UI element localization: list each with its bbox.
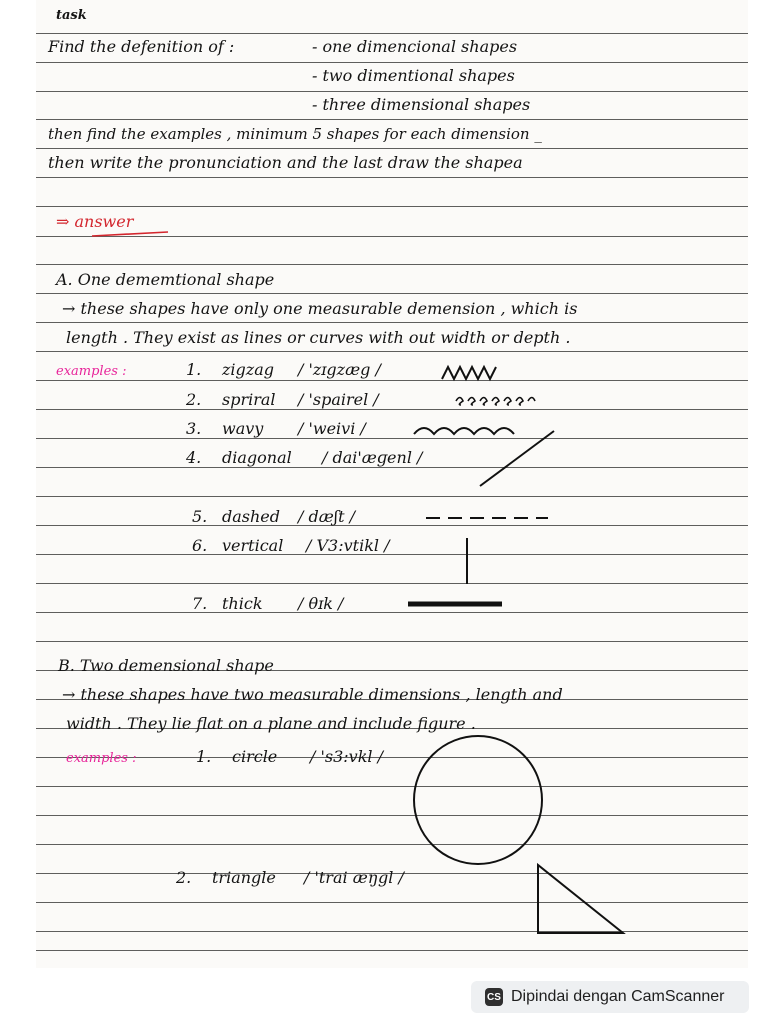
circle-drawing xyxy=(414,736,542,864)
example-a-num: 6. xyxy=(192,536,208,555)
example-a-pron: / dæʃt / xyxy=(298,507,356,526)
example-a-word: thick xyxy=(222,594,263,613)
example-a-pron: / 'weivi / xyxy=(298,419,366,438)
section-b-title: B. Two demensional shape xyxy=(58,656,274,675)
answer-label: ⇒ answer xyxy=(56,212,134,231)
section-a-desc-2: length . They exist as lines or curves with out width or depth . xyxy=(66,328,571,347)
task-line-1: Find the defenition of : xyxy=(48,37,235,56)
diagonal-drawing xyxy=(480,431,554,486)
example-a-num: 4. xyxy=(186,448,202,467)
example-a-word: spriral xyxy=(222,390,276,409)
example-b-pron: / 'trai æŋgl / xyxy=(304,868,404,887)
red-answer-underline xyxy=(92,232,168,236)
example-a-pron: / θɪk / xyxy=(298,594,344,613)
example-a-word: vertical xyxy=(222,536,284,555)
example-a-word: wavy xyxy=(222,419,264,438)
task-line-5: then write the pronunciation and the last draw the shapea xyxy=(48,153,523,172)
section-a-examples-label: examples : xyxy=(56,364,127,379)
example-a-word: dashed xyxy=(222,507,281,526)
section-b-desc-1: → these shapes have two measurable dimensions , length and xyxy=(62,685,563,704)
section-b-desc-2: width . They lie flat on a plane and include figure . xyxy=(66,714,476,733)
example-a-num: 1. xyxy=(186,360,202,379)
example-b-pron: / 's3:vkl / xyxy=(310,747,383,766)
example-a-pron: / 'zɪgzæg / xyxy=(298,360,381,379)
example-a-pron: / V3:vtikl / xyxy=(306,536,390,555)
spiral-drawing xyxy=(456,398,535,406)
task-item-3: - three dimensional shapes xyxy=(312,95,531,114)
example-a-num: 7. xyxy=(192,594,208,613)
example-a-num: 3. xyxy=(186,419,202,438)
example-b-word: triangle xyxy=(212,868,276,887)
zigzag-drawing xyxy=(442,367,496,379)
section-a-desc-1: → these shapes have only one measurable demension , which is xyxy=(62,299,578,318)
example-b-num: 2. xyxy=(176,868,192,887)
camscanner-logo-icon: CS xyxy=(485,988,503,1006)
section-b-examples-label: examples : xyxy=(66,751,137,766)
wavy-drawing xyxy=(414,428,514,434)
example-a-pron: / dai'æɡenl / xyxy=(322,448,423,467)
triangle-drawing xyxy=(538,865,623,933)
task-line-4: then find the examples , minimum 5 shapes for each dimension _ xyxy=(48,125,542,143)
notebook-page xyxy=(36,0,748,968)
camscanner-text: Dipindai dengan CamScanner xyxy=(511,988,725,1005)
task-item-2: - two dimentional shapes xyxy=(312,66,515,85)
task-item-1: - one dimencional shapes xyxy=(312,37,518,56)
example-a-word: diagonal xyxy=(222,448,292,467)
shape-drawings xyxy=(36,0,748,968)
example-a-num: 5. xyxy=(192,507,208,526)
section-a-title: A. One dememtional shape xyxy=(56,270,275,289)
camscanner-badge xyxy=(471,981,749,1013)
example-a-pron: / 'spairel / xyxy=(298,390,379,409)
example-a-num: 2. xyxy=(186,390,202,409)
example-a-word: zigzag xyxy=(222,360,274,379)
example-b-num: 1. xyxy=(196,747,212,766)
example-b-word: circle xyxy=(232,747,278,766)
task-header: task xyxy=(56,8,87,23)
